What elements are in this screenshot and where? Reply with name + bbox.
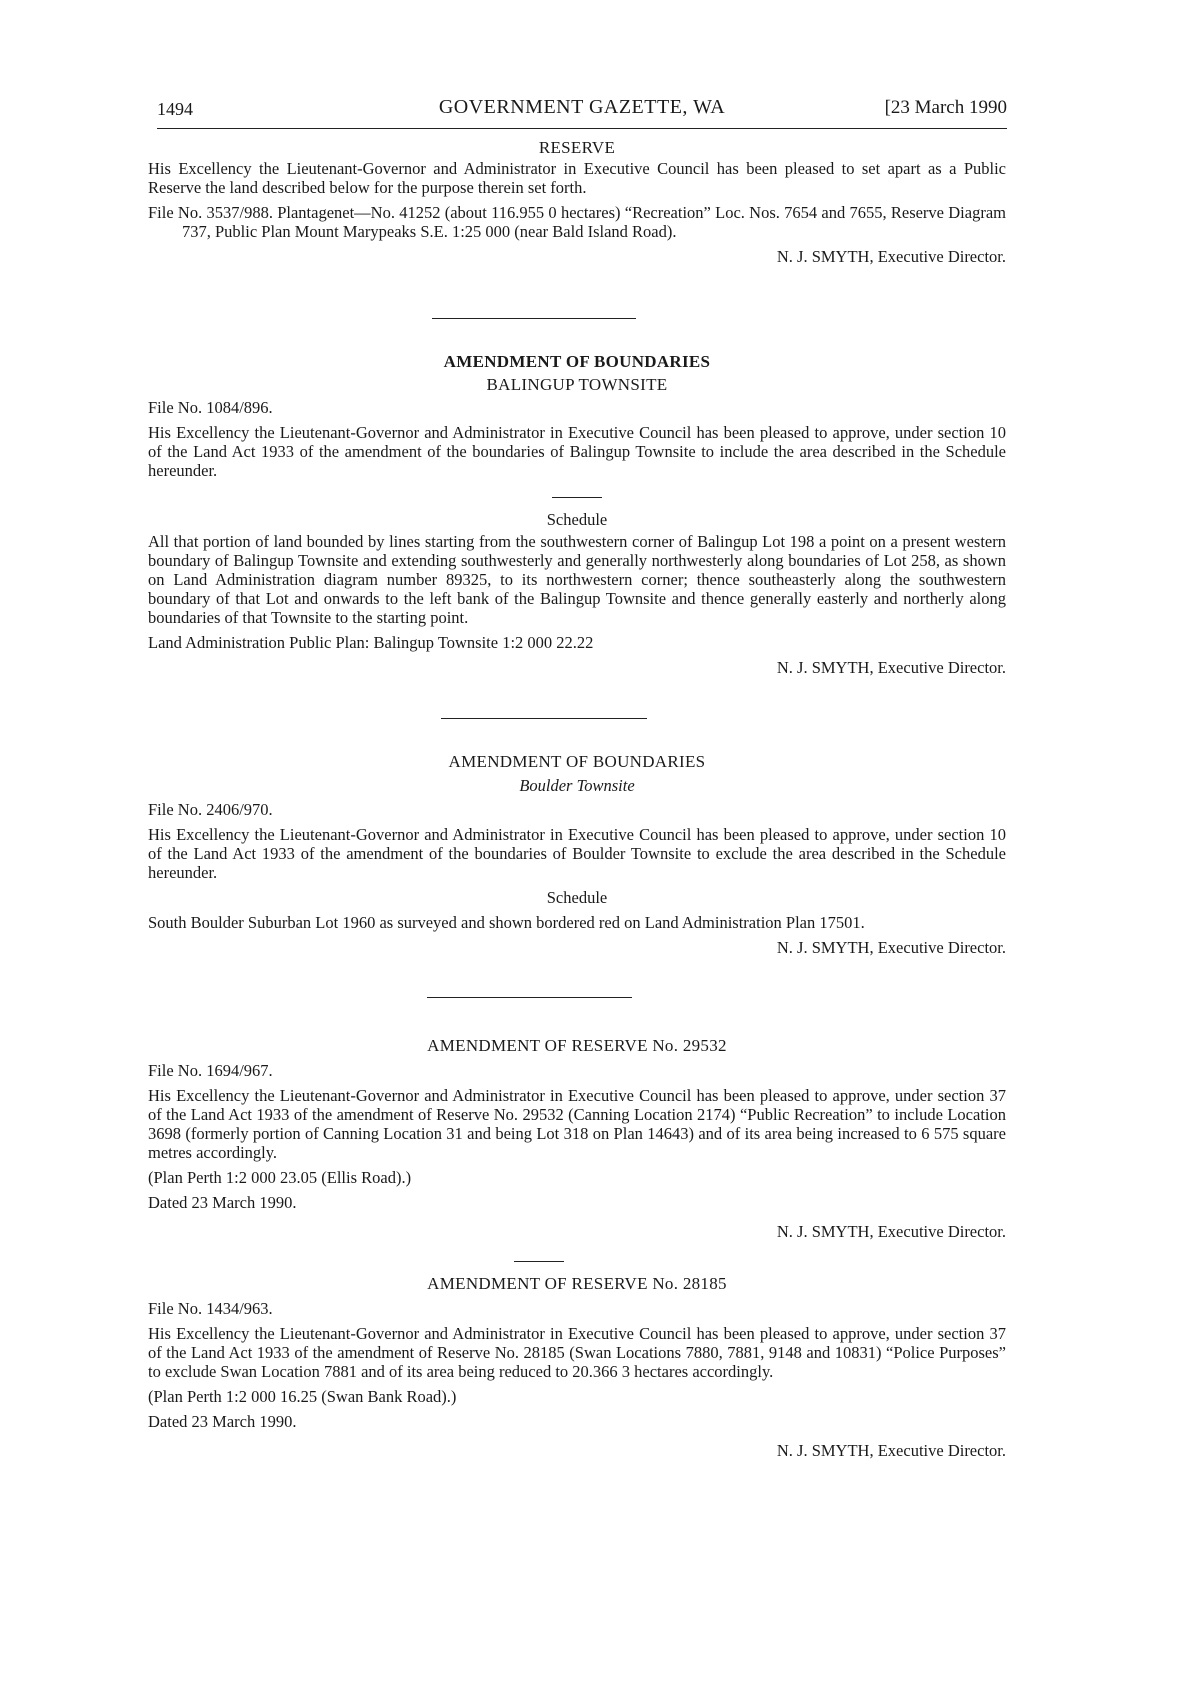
section-reserve bbox=[148, 138, 1006, 266]
section-divider bbox=[441, 718, 647, 719]
plan-reference: Land Administration Public Plan: Balingup Townsite 1:2 000 22.22 bbox=[148, 633, 594, 652]
section-heading: AMENDMENT OF BOUNDARIES bbox=[448, 752, 706, 771]
schedule-text: South Boulder Suburban Lot 1960 as surveyed and shown bordered red on Land Administration Plan 17501. bbox=[148, 913, 865, 932]
issue-date: [23 March 1990 bbox=[884, 97, 1007, 118]
section-reserve-28185 bbox=[148, 1274, 1006, 1460]
section-reserve-29532 bbox=[148, 1036, 1006, 1241]
signature: N. J. SMYTH, Executive Director. bbox=[776, 1441, 1006, 1460]
schedule-divider bbox=[552, 497, 602, 499]
signature: N. J. SMYTH, Executive Director. bbox=[776, 938, 1006, 957]
schedule-heading: Schedule bbox=[546, 888, 608, 907]
section-subheading: Boulder Townsite bbox=[519, 776, 635, 795]
section-boulder bbox=[148, 752, 1006, 957]
section-heading: AMENDMENT OF RESERVE No. 29532 bbox=[427, 1036, 727, 1055]
gazette-title: GOVERNMENT GAZETTE, WA bbox=[438, 96, 726, 118]
section-body: His Excellency the Lieutenant-Governor and Administrator in Executive Council has been pleased to set apart as a Public Reserve the land described below for the purpose therein set forth. bbox=[148, 159, 1006, 197]
file-number: File No. 1434/963. bbox=[148, 1299, 273, 1318]
schedule-text: All that portion of land bounded by lines starting from the southwestern corner of Balingup Lot 198 a point on a present western boundary of Balingup Townsite and extending southwesterly and generally northwesterly along boundaries of Lot 258, as shown on Land Administration diagram number 89325, to its northwestern corner; thence southeasterly along the southwestern boundary of that Lot and onwards to the left bank of the Balingup Townsite and thence generally easterly and northerly along boundaries of that Townsite to the starting point. bbox=[148, 532, 1006, 627]
signature: N. J. SMYTH, Executive Director. bbox=[776, 658, 1006, 677]
signature: N. J. SMYTH, Executive Director. bbox=[776, 1222, 1006, 1241]
section-subheading: BALINGUP TOWNSITE bbox=[486, 375, 668, 394]
section-divider bbox=[427, 997, 632, 998]
file-number: File No. 1694/967. bbox=[148, 1061, 273, 1080]
signature: N. J. SMYTH, Executive Director. bbox=[776, 247, 1006, 266]
section-balingup bbox=[148, 352, 1006, 677]
file-entry: File No. 3537/988. Plantagenet—No. 41252 (about 116.955 0 hectares) “Recreation” Loc. Nos. 7654 and 7655, Reserve Diagram 737, Public Plan Mount Marypeaks S.E. 1:25 000 (near Bald Island Road). bbox=[148, 203, 1006, 241]
file-number: File No. 1084/896. bbox=[148, 398, 273, 417]
section-body: His Excellency the Lieutenant-Governor and Administrator in Executive Council has been pleased to approve, under section 10 of the Land Act 1933 of the amendment of the boundaries of Boulder Townsite to exclude the area described in the Schedule hereunder. bbox=[148, 825, 1006, 882]
dated: Dated 23 March 1990. bbox=[148, 1193, 297, 1212]
section-divider bbox=[432, 318, 636, 319]
schedule-heading: Schedule bbox=[546, 510, 608, 529]
page-number: 1494 bbox=[157, 99, 193, 119]
page-header bbox=[157, 96, 1007, 129]
section-heading: AMENDMENT OF BOUNDARIES bbox=[443, 352, 711, 371]
section-body: His Excellency the Lieutenant-Governor and Administrator in Executive Council has been pleased to approve, under section 10 of the Land Act 1933 of the amendment of the boundaries of Balingup Townsite to include the area described in the Schedule hereunder. bbox=[148, 423, 1006, 480]
section-heading: AMENDMENT OF RESERVE No. 28185 bbox=[427, 1274, 727, 1293]
section-body: His Excellency the Lieutenant-Governor and Administrator in Executive Council has been pleased to approve, under section 37 of the Land Act 1933 of the amendment of Reserve No. 29532 (Canning Location 2174) “Public Recreation” to include Location 3698 (formerly portion of Canning Location 31 and being Lot 318 on Plan 14643) and of its area being increased to 6 575 square metres accordingly. bbox=[148, 1086, 1006, 1162]
section-body: His Excellency the Lieutenant-Governor and Administrator in Executive Council has been pleased to approve, under section 37 of the Land Act 1933 of the amendment of Reserve No. 28185 (Swan Locations 7880, 7881, 9148 and 10831) “Police Purposes” to exclude Swan Location 7881 and of its area being reduced to 20.366 3 hectares accordingly. bbox=[148, 1324, 1006, 1381]
plan-reference: (Plan Perth 1:2 000 16.25 (Swan Bank Road).) bbox=[148, 1387, 457, 1406]
section-heading: RESERVE bbox=[538, 138, 616, 157]
plan-reference: (Plan Perth 1:2 000 23.05 (Ellis Road).) bbox=[148, 1168, 412, 1187]
section-divider bbox=[514, 1261, 564, 1262]
file-number: File No. 2406/970. bbox=[148, 800, 273, 819]
dated: Dated 23 March 1990. bbox=[148, 1412, 297, 1431]
